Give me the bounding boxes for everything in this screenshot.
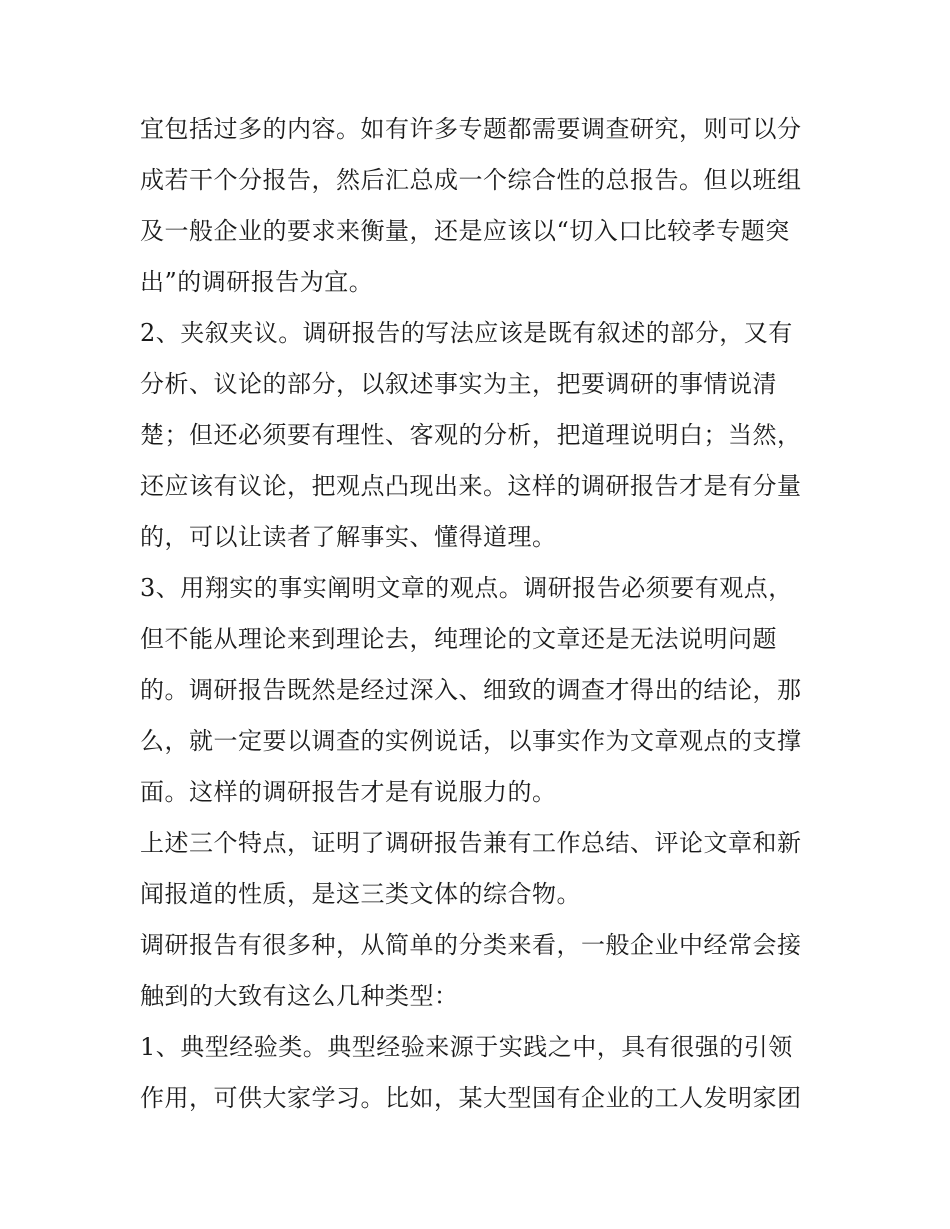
text-line: 出”的调研报告为宜。 (140, 268, 374, 296)
text-line: 的。调研报告既然是经过深入、细致的调查才得出的结论，那 (140, 676, 802, 704)
text-line: 的，可以让读者了解事实、懂得道理。 (140, 523, 557, 551)
text-line: 作用，可供大家学习。比如，某大型国有企业的工人发明家团 (140, 1084, 802, 1112)
text-line: 及一般企业的要求来衡量，还是应该以“切入口比较孝专题突 (140, 217, 790, 245)
text-line: 2、夹叙夹议。调研报告的写法应该是既有叙述的部分，又有 (140, 319, 793, 347)
text-line: 宜包括过多的内容。如有许多专题都需要调查研究，则可以分 (140, 115, 802, 143)
text-line: 上述三个特点，证明了调研报告兼有工作总结、评论文章和新 (140, 829, 802, 857)
text-line: 但不能从理论来到理论去，纯理论的文章还是无法说明问题 (140, 625, 777, 653)
text-line: 调研报告有很多种，从简单的分类来看，一般企业中经常会接 (140, 931, 802, 959)
text-line: 闻报道的性质，是这三类文体的综合物。 (140, 880, 581, 908)
text-line: 1、典型经验类。典型经验来源于实践之中，具有很强的引领 (140, 1033, 793, 1061)
text-line: 楚；但还必须要有理性、客观的分析，把道理说明白；当然， (140, 421, 802, 449)
text-line: 么，就一定要以调查的实例说话，以事实作为文章观点的支撑 (140, 727, 802, 755)
text-line: 还应该有议论，把观点凸现出来。这样的调研报告才是有分量 (140, 472, 802, 500)
text-line: 面。这样的调研报告才是有说服力的。 (140, 778, 557, 806)
text-line: 触到的大致有这么几种类型： (140, 982, 459, 1010)
document-body (140, 104, 820, 1124)
text-line: 分析、议论的部分，以叙述事实为主，把要调研的事情说清 (140, 370, 777, 398)
text-line: 成若干个分报告，然后汇总成一个综合性的总报告。但以班组 (140, 166, 802, 194)
text-line: 3、用翔实的事实阐明文章的观点。调研报告必须要有观点， (140, 574, 793, 602)
